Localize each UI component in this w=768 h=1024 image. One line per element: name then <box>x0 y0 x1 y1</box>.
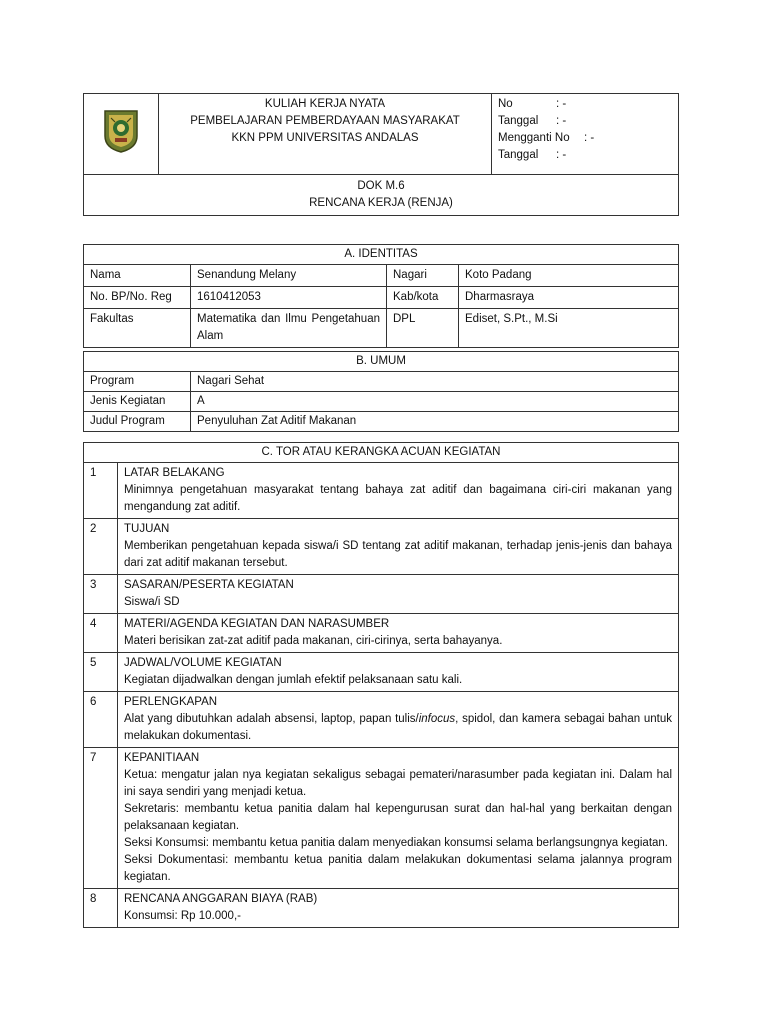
umum-table <box>83 351 679 432</box>
item-title: RENCANA ANGGARAN BIAYA (RAB) <box>124 893 318 905</box>
header-title-line: PEMBELAJARAN PEMBERDAYAAN MASYARAKAT <box>190 115 460 127</box>
field-value: Matematika dan Ilmu Pengetahuan Alam <box>191 309 387 348</box>
field-label: No. BP/No. Reg <box>84 287 191 309</box>
field-label: Fakultas <box>84 309 191 348</box>
item-body: Siswa/i SD <box>124 596 180 608</box>
meta-label: Mengganti No <box>498 132 570 144</box>
header-table <box>83 93 679 216</box>
section-title: B. UMUM <box>84 352 679 372</box>
header-title-cell <box>159 94 492 175</box>
tor-item <box>84 519 679 575</box>
table-row <box>84 287 679 309</box>
tor-item <box>84 748 679 889</box>
header-title-line: KKN PPM UNIVERSITAS ANDALAS <box>231 132 419 144</box>
meta-label: Tanggal <box>498 149 539 161</box>
meta-value: : - <box>556 98 567 110</box>
item-body: Seksi Konsumsi: membantu ketua panitia dalam menyediakan konsumsi selama berlangsungnya kegiatan. <box>124 837 668 849</box>
item-title: KEPANITIAAN <box>124 752 200 764</box>
item-title: PERLENGKAPAN <box>124 696 218 708</box>
item-body: Materi berisikan zat-zat aditif pada makanan, ciri-cirinya, serta bahayanya. <box>124 635 503 647</box>
item-body-text: Alat yang dibutuhkan adalah absensi, laptop, papan tulis/ <box>124 713 419 725</box>
item-title: JADWAL/VOLUME KEGIATAN <box>124 657 282 669</box>
field-label: Judul Program <box>84 412 191 432</box>
field-label: Jenis Kegiatan <box>84 392 191 412</box>
field-label: Kab/kota <box>387 287 459 309</box>
item-body: Minimnya pengetahuan masyarakat tentang bahaya zat aditif dan bagaimana ciri-ciri makanan yang mengandung zat aditif. <box>124 484 672 513</box>
header-title-line: KULIAH KERJA NYATA <box>264 98 386 110</box>
item-number: 7 <box>84 748 118 889</box>
item-body-italic: infocus <box>418 713 456 725</box>
item-title: SASARAN/PESERTA KEGIATAN <box>124 579 294 591</box>
meta-row-no <box>498 96 672 113</box>
field-value: Nagari Sehat <box>191 372 679 392</box>
document-meta-cell <box>492 94 679 175</box>
field-value: Penyuluhan Zat Aditif Makanan <box>191 412 679 432</box>
section-title: C. TOR ATAU KERANGKA ACUAN KEGIATAN <box>84 443 679 463</box>
field-label: Nama <box>84 265 191 287</box>
table-row <box>84 265 679 287</box>
item-title: TUJUAN <box>124 523 170 535</box>
field-value: A <box>191 392 679 412</box>
item-title: LATAR BELAKANG <box>124 467 225 479</box>
meta-value: : - <box>556 115 567 127</box>
field-value: Koto Padang <box>459 265 679 287</box>
item-number: 6 <box>84 692 118 748</box>
field-label: Program <box>84 372 191 392</box>
field-label: DPL <box>387 309 459 348</box>
item-number: 2 <box>84 519 118 575</box>
item-body: Memberikan pengetahuan kepada siswa/i SD tentang zat aditif makanan, terhadap jenis-jenis dan bahaya dari zat aditif makanan tersebut. <box>124 540 672 569</box>
tor-item <box>84 653 679 692</box>
document-code-cell <box>84 175 679 216</box>
table-row <box>84 372 679 392</box>
field-value: Senandung Melany <box>191 265 387 287</box>
table-row <box>84 392 679 412</box>
item-title: MATERI/AGENDA KEGIATAN DAN NARASUMBER <box>124 618 390 630</box>
item-body: Sekretaris: membantu ketua panitia dalam hal kepengurusan surat dan hal-hal yang berkaitan dengan pelaksanaan kegiatan. <box>124 803 672 832</box>
meta-label: No <box>498 98 513 110</box>
tor-item <box>84 575 679 614</box>
meta-row-tanggal <box>498 113 672 130</box>
document-code: DOK M.6 <box>357 180 405 192</box>
table-row <box>84 412 679 432</box>
tor-item <box>84 692 679 748</box>
section-title: A. IDENTITAS <box>84 245 679 265</box>
meta-value: : - <box>556 149 567 161</box>
meta-row-mengganti-no <box>498 130 672 147</box>
item-body: Konsumsi: Rp 10.000,- <box>124 910 241 922</box>
document-name: RENCANA KERJA (RENJA) <box>309 197 453 209</box>
unand-logo-icon <box>101 108 141 154</box>
item-body: Kegiatan dijadwalkan dengan jumlah efektif pelaksanaan satu kali. <box>124 674 463 686</box>
tor-table <box>83 442 679 928</box>
item-number: 8 <box>84 889 118 928</box>
identitas-table <box>83 244 679 348</box>
item-body-text: , spidol, dan kamera sebagai bahan untuk melakukan dokumentasi. <box>124 713 672 742</box>
logo-cell <box>84 94 159 175</box>
field-value: Ediset, S.Pt., M.Si <box>459 309 679 348</box>
item-body: Seksi Dokumentasi: membantu ketua panitia dalam melakukan dokumentasi selama jalannya program kegiatan. <box>124 854 672 883</box>
meta-row-tanggal-2 <box>498 147 672 164</box>
item-number: 4 <box>84 614 118 653</box>
item-number: 1 <box>84 463 118 519</box>
meta-label: Tanggal <box>498 115 539 127</box>
meta-value: : - <box>584 132 595 144</box>
field-value: Dharmasraya <box>459 287 679 309</box>
item-number: 5 <box>84 653 118 692</box>
tor-item <box>84 463 679 519</box>
item-body <box>124 711 672 745</box>
item-number: 3 <box>84 575 118 614</box>
field-value: 1610412053 <box>191 287 387 309</box>
field-label: Nagari <box>387 265 459 287</box>
table-row <box>84 309 679 348</box>
tor-item <box>84 614 679 653</box>
tor-item <box>84 889 679 928</box>
item-body: Ketua: mengatur jalan nya kegiatan sekaligus sebagai pemateri/narasumber pada kegiatan ini. Dalam hal ini saya sendiri yang menjadi ketua. <box>124 769 672 798</box>
